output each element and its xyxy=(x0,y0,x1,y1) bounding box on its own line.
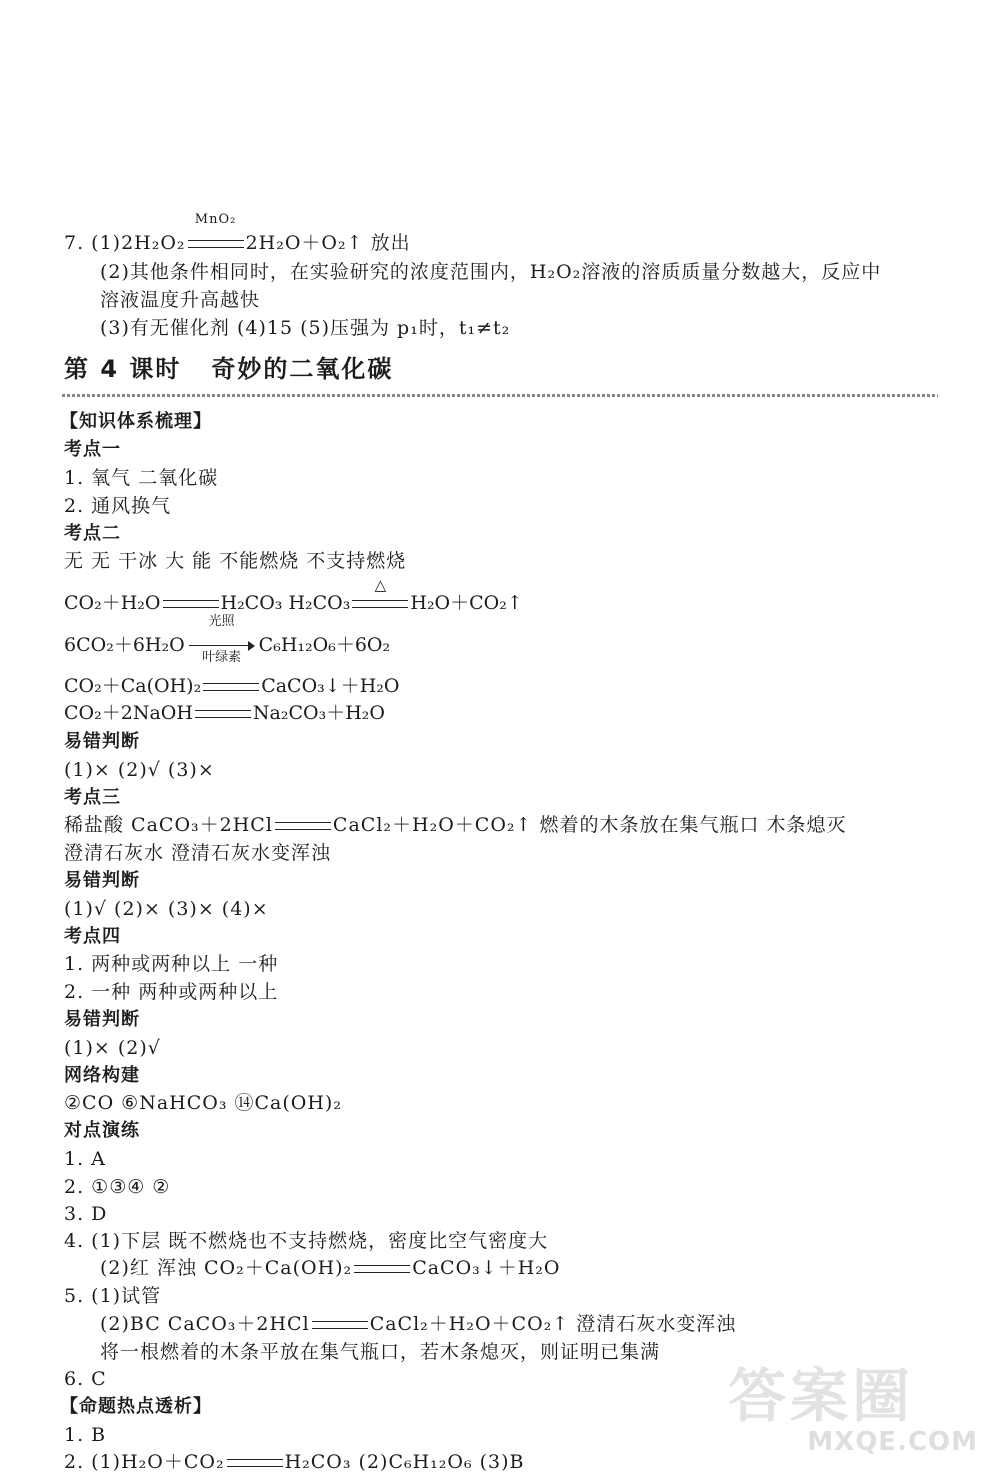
kp3-line-1 xyxy=(64,812,847,838)
equals-double-line xyxy=(352,600,408,608)
kp3-line-1-right: CaCl₂＋H₂O＋CO₂↑ 燃着的木条放在集气瓶口 木条熄灭 xyxy=(332,814,847,836)
eq2-right: C₆H₁₂O₆＋6O₂ xyxy=(258,634,391,656)
kp2-title: 考点二 xyxy=(64,523,121,544)
photosynthesis-arrow xyxy=(189,614,255,665)
hot-q1: 1. B xyxy=(64,1424,107,1446)
lesson-title xyxy=(64,352,393,386)
equals-double-line xyxy=(227,1459,283,1467)
equals-double-line xyxy=(203,683,259,691)
lesson-name: 奇妙的二氧化碳 xyxy=(211,355,394,383)
eq3-left: CO₂＋Ca(OH)₂ xyxy=(64,675,202,697)
practice-q5-line-2 xyxy=(100,1311,736,1337)
catalyst-label: MnO₂ xyxy=(194,212,237,227)
equals-double-line xyxy=(275,822,331,830)
eq4-left: CO₂＋2NaOH xyxy=(64,702,193,724)
watermark-brand: 答案圈 xyxy=(728,1362,915,1430)
eq4-right: Na₂CO₃＋H₂O xyxy=(252,702,385,724)
practice-q5-line-1: 5. (1)试管 xyxy=(64,1285,162,1307)
q7-line-1 xyxy=(64,212,411,256)
kp2-equation-3 xyxy=(64,673,399,699)
equals-double-line xyxy=(195,710,251,718)
q5-line-2-left: (2)BC CaCO₃＋2HCl xyxy=(100,1313,310,1335)
q7-part1-prefix: 7. (1)2H₂O₂ xyxy=(64,232,186,254)
catalyst-equation-sign xyxy=(186,212,246,256)
kp3-line-2: 澄清石灰水 澄清石灰水变浑浊 xyxy=(64,842,332,864)
eq2-left: 6CO₂＋6H₂O xyxy=(64,634,185,656)
network-title: 网络构建 xyxy=(64,1065,140,1086)
practice-title: 对点演练 xyxy=(64,1120,140,1141)
kp1-line-2: 2. 通风换气 xyxy=(64,495,172,517)
kp2-properties: 无 无 干冰 大 能 不能燃烧 不支持燃烧 xyxy=(64,550,407,572)
heat-equation-sign xyxy=(350,576,410,616)
q7-part3: (3)有无催化剂 (4)15 (5)压强为 p₁时，t₁≠t₂ xyxy=(100,317,511,339)
section-knowledge-heading: 【知识体系梳理】 xyxy=(60,411,212,432)
kp2-judge-answers: (1)× (2)√ (3)× xyxy=(64,759,215,781)
kp4-line-2: 2. 一种 两种或两种以上 xyxy=(64,981,279,1003)
kp4-judge-title: 易错判断 xyxy=(64,1009,140,1030)
kp3-title: 考点三 xyxy=(64,787,121,808)
lesson-number: 第 4 课时 xyxy=(64,355,182,383)
q7-part1-rest: 2H₂O＋O₂↑ 放出 xyxy=(245,232,411,254)
network-items: ②CO ⑥NaHCO₃ ⑭Ca(OH)₂ xyxy=(64,1092,342,1114)
watermark-logo xyxy=(728,1362,978,1465)
eq1-middle: H₂CO₃ H₂CO₃ xyxy=(220,592,351,614)
equals-double-line xyxy=(188,240,244,248)
kp2-equation-2 xyxy=(64,614,391,665)
eq1-right: H₂O＋CO₂↑ xyxy=(410,592,523,614)
hot-q2-right: H₂CO₃ (2)C₆H₁₂O₆ (3)B xyxy=(284,1451,525,1473)
practice-q6: 6. C xyxy=(64,1368,107,1390)
practice-q1: 1. A xyxy=(64,1148,106,1170)
equals-double-line xyxy=(163,600,219,608)
chlorophyll-condition-label: 叶绿素 xyxy=(202,650,242,665)
kp4-title: 考点四 xyxy=(64,926,121,947)
kp2-equation-4 xyxy=(64,700,385,726)
kp3-line-1-left: 稀盐酸 CaCO₃＋2HCl xyxy=(64,814,273,836)
kp2-judge-title: 易错判断 xyxy=(64,731,140,752)
q4-line-2-right: CaCO₃↓＋H₂O xyxy=(412,1257,561,1279)
practice-q2: 2. ①③④ ② xyxy=(64,1176,171,1198)
practice-q5-line-3: 将一根燃着的木条平放在集气瓶口，若木条熄灭，则证明已集满 xyxy=(100,1341,661,1363)
kp1-title: 考点一 xyxy=(64,439,121,460)
eq3-right: CaCO₃↓＋H₂O xyxy=(261,675,400,697)
section-hot-heading: 【命题热点透析】 xyxy=(60,1396,212,1417)
practice-q3: 3. D xyxy=(64,1203,108,1225)
equals-double-line xyxy=(312,1321,368,1329)
hot-q2-left: 2. (1)H₂O＋CO₂ xyxy=(64,1451,225,1473)
dotted-divider xyxy=(62,394,938,397)
q7-part2-line-a: (2)其他条件相同时，在实验研究的浓度范围内，H₂O₂溶液的溶质质量分数越大，反应中 xyxy=(100,261,882,283)
kp4-line-1: 1. 两种或两种以上 一种 xyxy=(64,953,279,975)
equals-double-line xyxy=(354,1265,410,1273)
q5-line-2-right: CaCl₂＋H₂O＋CO₂↑ 澄清石灰水变浑浊 xyxy=(369,1313,737,1335)
hot-q2 xyxy=(64,1449,525,1475)
eq1-left: CO₂＋H₂O xyxy=(64,592,161,614)
kp3-judge-title: 易错判断 xyxy=(64,870,140,891)
kp2-equation-1 xyxy=(64,576,523,616)
kp1-line-1: 1. 氧气 二氧化碳 xyxy=(64,467,219,489)
watermark-url: MXQE.COM xyxy=(807,1427,978,1457)
q4-line-2-left: (2)红 浑浊 CO₂＋Ca(OH)₂ xyxy=(100,1257,353,1279)
practice-q4-line-2 xyxy=(100,1255,560,1281)
q7-part2-line-b: 溶液温度升高越快 xyxy=(100,289,261,311)
practice-q4-line-1: 4. (1)下层 既不燃烧也不支持燃烧，密度比空气密度大 xyxy=(64,1230,549,1252)
light-condition-label: 光照 xyxy=(208,614,235,629)
kp3-judge-answers: (1)√ (2)× (3)× (4)× xyxy=(64,898,269,920)
kp4-judge-answers: (1)× (2)√ xyxy=(64,1037,161,1059)
heat-triangle: △ xyxy=(374,576,387,594)
